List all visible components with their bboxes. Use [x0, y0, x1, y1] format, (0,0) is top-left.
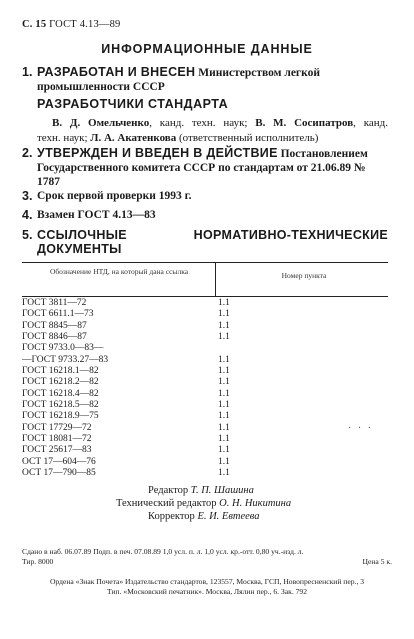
item-number: 1.1: [218, 456, 230, 467]
printer-line: Тип. «Московский печатник». Москва, Лялин пер., 6. Зак. 792: [106, 586, 308, 596]
tech-editor-line: [116, 497, 291, 510]
table-row: [22, 423, 388, 434]
table-row: [22, 411, 388, 422]
table-row: [22, 400, 388, 411]
item-number: 1.1: [218, 298, 230, 308]
page-header: [22, 19, 121, 30]
developers-heading: РАЗРАБОТЧИКИ СТАНДАРТА: [37, 97, 229, 111]
item-number: 1.1: [218, 377, 230, 388]
section-lead: РАЗРАБОТАН И ВНЕСЕН: [37, 65, 196, 79]
ntd-designation: ГОСТ 8846—87: [22, 332, 87, 343]
ntd-designation: ОСТ 17—604—76: [22, 456, 96, 467]
ntd-designation: ГОСТ 6611.1—73: [22, 309, 94, 320]
section-text: Министерством легкой промышленности СССР: [37, 67, 321, 93]
item-number: 1.1: [218, 388, 230, 399]
publisher-line: Ордена «Знак Почета» Издательство стандартов, 123557, Москва, ГСП, Новопресненский пер., 3: [49, 577, 365, 586]
table-row: [22, 355, 388, 366]
ntd-designation: ГОСТ 16218.5—82: [22, 400, 99, 411]
table-row: [22, 366, 388, 377]
price: Цена 5 к.: [362, 556, 392, 566]
tech-editor-name: О. Н. Никитина: [219, 498, 292, 509]
developers-list: [37, 116, 388, 146]
section-number: 2.: [22, 146, 33, 160]
section-text: Срок первой проверки 1993 г.: [37, 190, 192, 202]
table-body: [22, 298, 388, 480]
table-row: [22, 468, 388, 479]
ntd-designation: ГОСТ 8845—87: [22, 320, 87, 331]
editor-line: [148, 484, 254, 497]
developer-role: техн. наук;: [37, 132, 88, 144]
table-header-rule: [22, 296, 388, 297]
item-number: 1.1: [218, 468, 230, 479]
item-number: 1.1: [218, 434, 230, 445]
proofreader-name: Е. И. Евтеева: [197, 511, 260, 522]
section-4: [22, 208, 388, 222]
section-number: 5.: [22, 228, 33, 242]
table-row: [22, 457, 388, 468]
table-row: [22, 309, 388, 320]
table-row: [22, 343, 388, 354]
developer-name: В. Д. Омельченко: [52, 117, 150, 129]
item-number: 1.1: [218, 320, 230, 331]
table-row: [22, 332, 388, 343]
developer-role: (ответственный исполнитель): [179, 132, 319, 144]
item-number: 1.1: [218, 445, 230, 456]
page-label: С. 15: [22, 19, 47, 30]
section-text: Взамен ГОСТ 4.13—83: [37, 209, 156, 221]
developer-role: , канд.: [353, 117, 389, 129]
standard-code: ГОСТ 4.13—89: [49, 19, 121, 30]
section-number: 1.: [22, 65, 33, 79]
section-5: [22, 228, 388, 256]
editor-name: Т. П. Шашина: [190, 485, 254, 496]
proofreader-line: [148, 510, 260, 523]
table-row: [22, 445, 388, 456]
ntd-designation: ГОСТ 16218.9—75: [22, 411, 99, 422]
section-lead: УТВЕРЖДЕН И ВВЕДЕН В ДЕЙСТВИЕ: [37, 146, 278, 160]
table-column-divider: [215, 262, 216, 296]
item-number: 1.1: [218, 411, 230, 422]
section-1: [22, 65, 388, 94]
item-number: 1.1: [218, 400, 230, 411]
table-row: [22, 298, 388, 309]
item-number: 1.1: [218, 422, 230, 433]
ntd-designation: ГОСТ 17729—72: [22, 422, 92, 433]
item-number: 1.1: [218, 354, 230, 365]
decorative-dots: · · ·: [348, 423, 373, 434]
table-row: [22, 321, 388, 332]
imprint-line: Сдано в наб. 06.07.89 Подп. в печ. 07.08.89 1,0 усл. п. л. 1,0 усл. кр.-отт. 0,80 уч.-изд. л.: [22, 547, 304, 556]
ntd-designation: ГОСТ 16218.2—82: [22, 377, 99, 388]
publisher-info: [22, 577, 392, 596]
section-number: 3.: [22, 189, 33, 203]
ntd-designation: ГОСТ 16218.4—82: [22, 388, 99, 399]
ntd-designation: ГОСТ 18081—72: [22, 434, 92, 445]
page-title: ИНФОРМАЦИОННЫЕ ДАННЫЕ: [101, 42, 313, 56]
developer-name: Л. А. Акатенкова: [90, 132, 177, 144]
editor-label: Редактор: [148, 485, 189, 496]
section-number: 4.: [22, 208, 33, 222]
tech-editor-label: Технический редактор: [116, 498, 217, 509]
developer-role: , канд. техн. наук;: [149, 117, 248, 129]
ntd-designation: ГОСТ 25617—83: [22, 445, 92, 456]
print-run: Тир. 8000: [22, 556, 54, 566]
proofreader-label: Корректор: [148, 511, 195, 522]
section-lead: ССЫЛОЧНЫЕ НОРМАТИВНО-ТЕХНИЧЕСКИЕ ДОКУМЕНТЫ: [37, 228, 388, 256]
section-2: [22, 146, 388, 189]
table-row: [22, 389, 388, 400]
item-number: 1.1: [218, 332, 230, 343]
column-header-document: Обозначение НТД, на который дана ссылка: [49, 267, 189, 276]
section-text: Постановлением Государственного комитета СССР по стандартам от 21.06.89 № 1787: [37, 148, 368, 188]
column-header-item: Номер пункта: [281, 271, 327, 280]
developer-name: В. М. Сосипатров: [255, 117, 354, 129]
print-imprint: [22, 547, 392, 566]
table-top-rule: [22, 262, 388, 263]
ntd-designation: ГОСТ 16218.1—82: [22, 366, 99, 377]
table-row: [22, 377, 388, 388]
item-number: 1.1: [218, 366, 230, 377]
item-number: 1.1: [218, 309, 230, 320]
ntd-designation: ОСТ 17—790—85: [22, 468, 96, 479]
section-3: [22, 189, 388, 203]
table-row: [22, 434, 388, 445]
ntd-designation: —ГОСТ 9733.27—83: [22, 354, 109, 365]
ntd-designation: ГОСТ 9733.0—83—: [22, 343, 104, 354]
ntd-designation: ГОСТ 3811—72: [22, 298, 87, 308]
